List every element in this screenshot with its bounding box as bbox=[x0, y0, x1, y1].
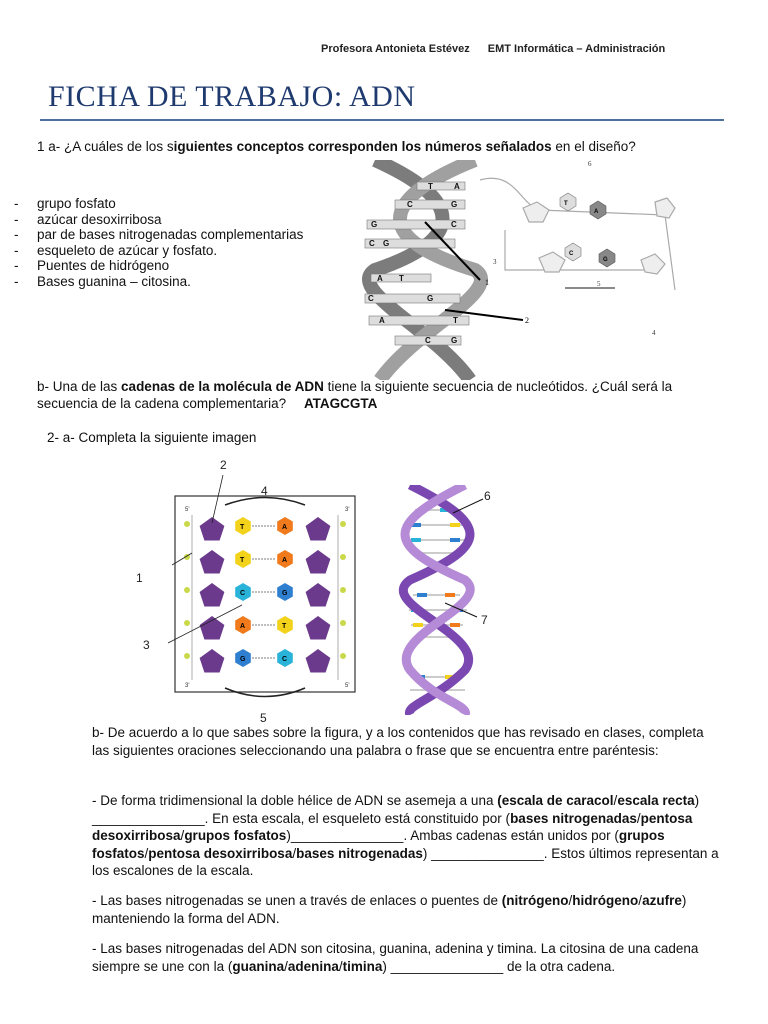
label-4: 4 bbox=[652, 329, 656, 337]
concepts-list bbox=[14, 196, 303, 289]
question-2b-intro: b- De acuerdo a lo que sabes sobre la figura, y a los contenidos que has revisado en clases, completa las siguientes oraciones seleccionando una palabra o frase que se encuentra entre paréntesis: bbox=[92, 725, 704, 758]
label-3: 3 bbox=[143, 638, 150, 652]
schematic-base: G bbox=[603, 257, 608, 263]
page-title: FICHA DE TRABAJO: ADN bbox=[48, 80, 416, 113]
strand-end: 3' bbox=[345, 507, 350, 513]
teacher-name: Profesora Antonieta Estévez bbox=[321, 43, 470, 55]
dna-helix-figure-2 bbox=[395, 485, 505, 715]
base-label: T bbox=[453, 316, 458, 325]
sentence-3: - Las bases nitrogenadas del ADN son citosina, guanina, adenina y timina. La citosina de una cadena siempre se une con la (guanina/adenina/timina) _______________ de la otra cadena. bbox=[92, 941, 699, 974]
base-label: A bbox=[379, 316, 385, 325]
concept-item: - par de bases nitrogenadas complementarias bbox=[14, 227, 303, 243]
base-letter: C bbox=[282, 656, 288, 663]
base-letter: T bbox=[240, 557, 245, 564]
label-6: 6 bbox=[484, 489, 491, 503]
base-letter: A bbox=[282, 524, 288, 531]
strand-end: 5' bbox=[185, 507, 190, 513]
sequence: ATAGCGTA bbox=[303, 396, 378, 411]
base-label: C bbox=[425, 336, 431, 345]
strand-end: 5' bbox=[345, 683, 350, 689]
phosphate-dot bbox=[340, 620, 346, 626]
base-letter: G bbox=[240, 656, 246, 663]
base-label: G bbox=[427, 294, 434, 303]
sentence-1: - De forma tridimensional la doble hélice de ADN se asemeja a una (escala de caracol/escala recta) _______________. En esta escala, el esqueleto está constituido por (bases nitrogenadas/pentosa desoxirribosa/grupos fosfatos)_______________. Ambas cadenas están unidos por (grupos fosfatos/pentosa desoxirribosa/bases nitrogenadas) _______________. Estos últimos representan a los escalones de la escala. bbox=[92, 793, 719, 879]
phosphate-dot bbox=[340, 653, 346, 659]
dna-ladder-figure bbox=[130, 455, 375, 725]
base-label: G bbox=[371, 220, 378, 229]
base-label: A bbox=[454, 182, 460, 191]
base-label: T bbox=[428, 182, 433, 191]
concept-item: - azúcar desoxirribosa bbox=[14, 212, 303, 228]
label-3: 3 bbox=[493, 258, 497, 266]
question-2a: 2- a- Completa la siguiente imagen bbox=[47, 430, 257, 445]
base-label: C bbox=[407, 200, 413, 209]
base-label: C bbox=[451, 220, 457, 229]
base-letter: G bbox=[282, 590, 288, 597]
phosphate-dot bbox=[184, 620, 190, 626]
base-letter: T bbox=[240, 524, 245, 531]
base-letter: A bbox=[282, 557, 288, 564]
strand-end: 3' bbox=[185, 683, 190, 689]
page-header bbox=[321, 43, 665, 55]
base-label: G bbox=[451, 336, 458, 345]
concept-item: - esqueleto de azúcar y fosfato. bbox=[14, 243, 303, 259]
title-divider bbox=[40, 119, 724, 121]
phosphate-dot bbox=[340, 554, 346, 560]
phosphate-dot bbox=[184, 653, 190, 659]
base-letter: A bbox=[240, 623, 246, 630]
schematic-base: C bbox=[569, 251, 574, 257]
base-label: C bbox=[368, 294, 374, 303]
concept-item: - Bases guanina – citosina. bbox=[14, 274, 303, 290]
base-label: A bbox=[377, 274, 383, 283]
base-letter: C bbox=[240, 590, 246, 597]
concept-item: - grupo fosfato bbox=[14, 196, 303, 212]
label-1: 1 bbox=[136, 571, 143, 585]
schematic-base: T bbox=[564, 201, 568, 207]
sentence-2: - Las bases nitrogenadas se unen a través de enlaces o puentes de (nitrógeno/hidrógeno/azufre) manteniendo la forma del ADN. bbox=[92, 893, 687, 926]
base-letter: T bbox=[282, 623, 287, 630]
base-label: G bbox=[383, 239, 390, 248]
phosphate-dot bbox=[184, 521, 190, 527]
base-label: G bbox=[451, 200, 458, 209]
label-2: 2 bbox=[525, 316, 529, 325]
label-5: 5 bbox=[260, 711, 267, 725]
question-1a: 1 a- ¿A cuáles de los siguientes conceptos corresponden los números señalados en el diseño? bbox=[37, 139, 636, 154]
label-2: 2 bbox=[220, 458, 227, 472]
course-name: EMT Informática – Administración bbox=[487, 43, 666, 55]
label-6: 6 bbox=[588, 160, 592, 168]
concept-item: - Puentes de hidrógeno bbox=[14, 258, 303, 274]
base-label: C bbox=[369, 239, 375, 248]
phosphate-dot bbox=[340, 521, 346, 527]
label-5: 5 bbox=[597, 280, 601, 288]
label-1: 1 bbox=[485, 278, 489, 287]
phosphate-dot bbox=[340, 587, 346, 593]
dna-helix-figure-1 bbox=[355, 160, 690, 380]
phosphate-dot bbox=[184, 587, 190, 593]
label-7: 7 bbox=[481, 613, 488, 627]
question-1b: b- Una de las cadenas de la molécula de ADN tiene la siguiente secuencia de nucleótidos. ¿Cuál será la secuencia de la cadena complementaria? ATAGCGTA bbox=[37, 379, 673, 411]
schematic-base: A bbox=[594, 209, 599, 215]
base-label: T bbox=[399, 274, 404, 283]
label-4: 4 bbox=[261, 484, 268, 498]
